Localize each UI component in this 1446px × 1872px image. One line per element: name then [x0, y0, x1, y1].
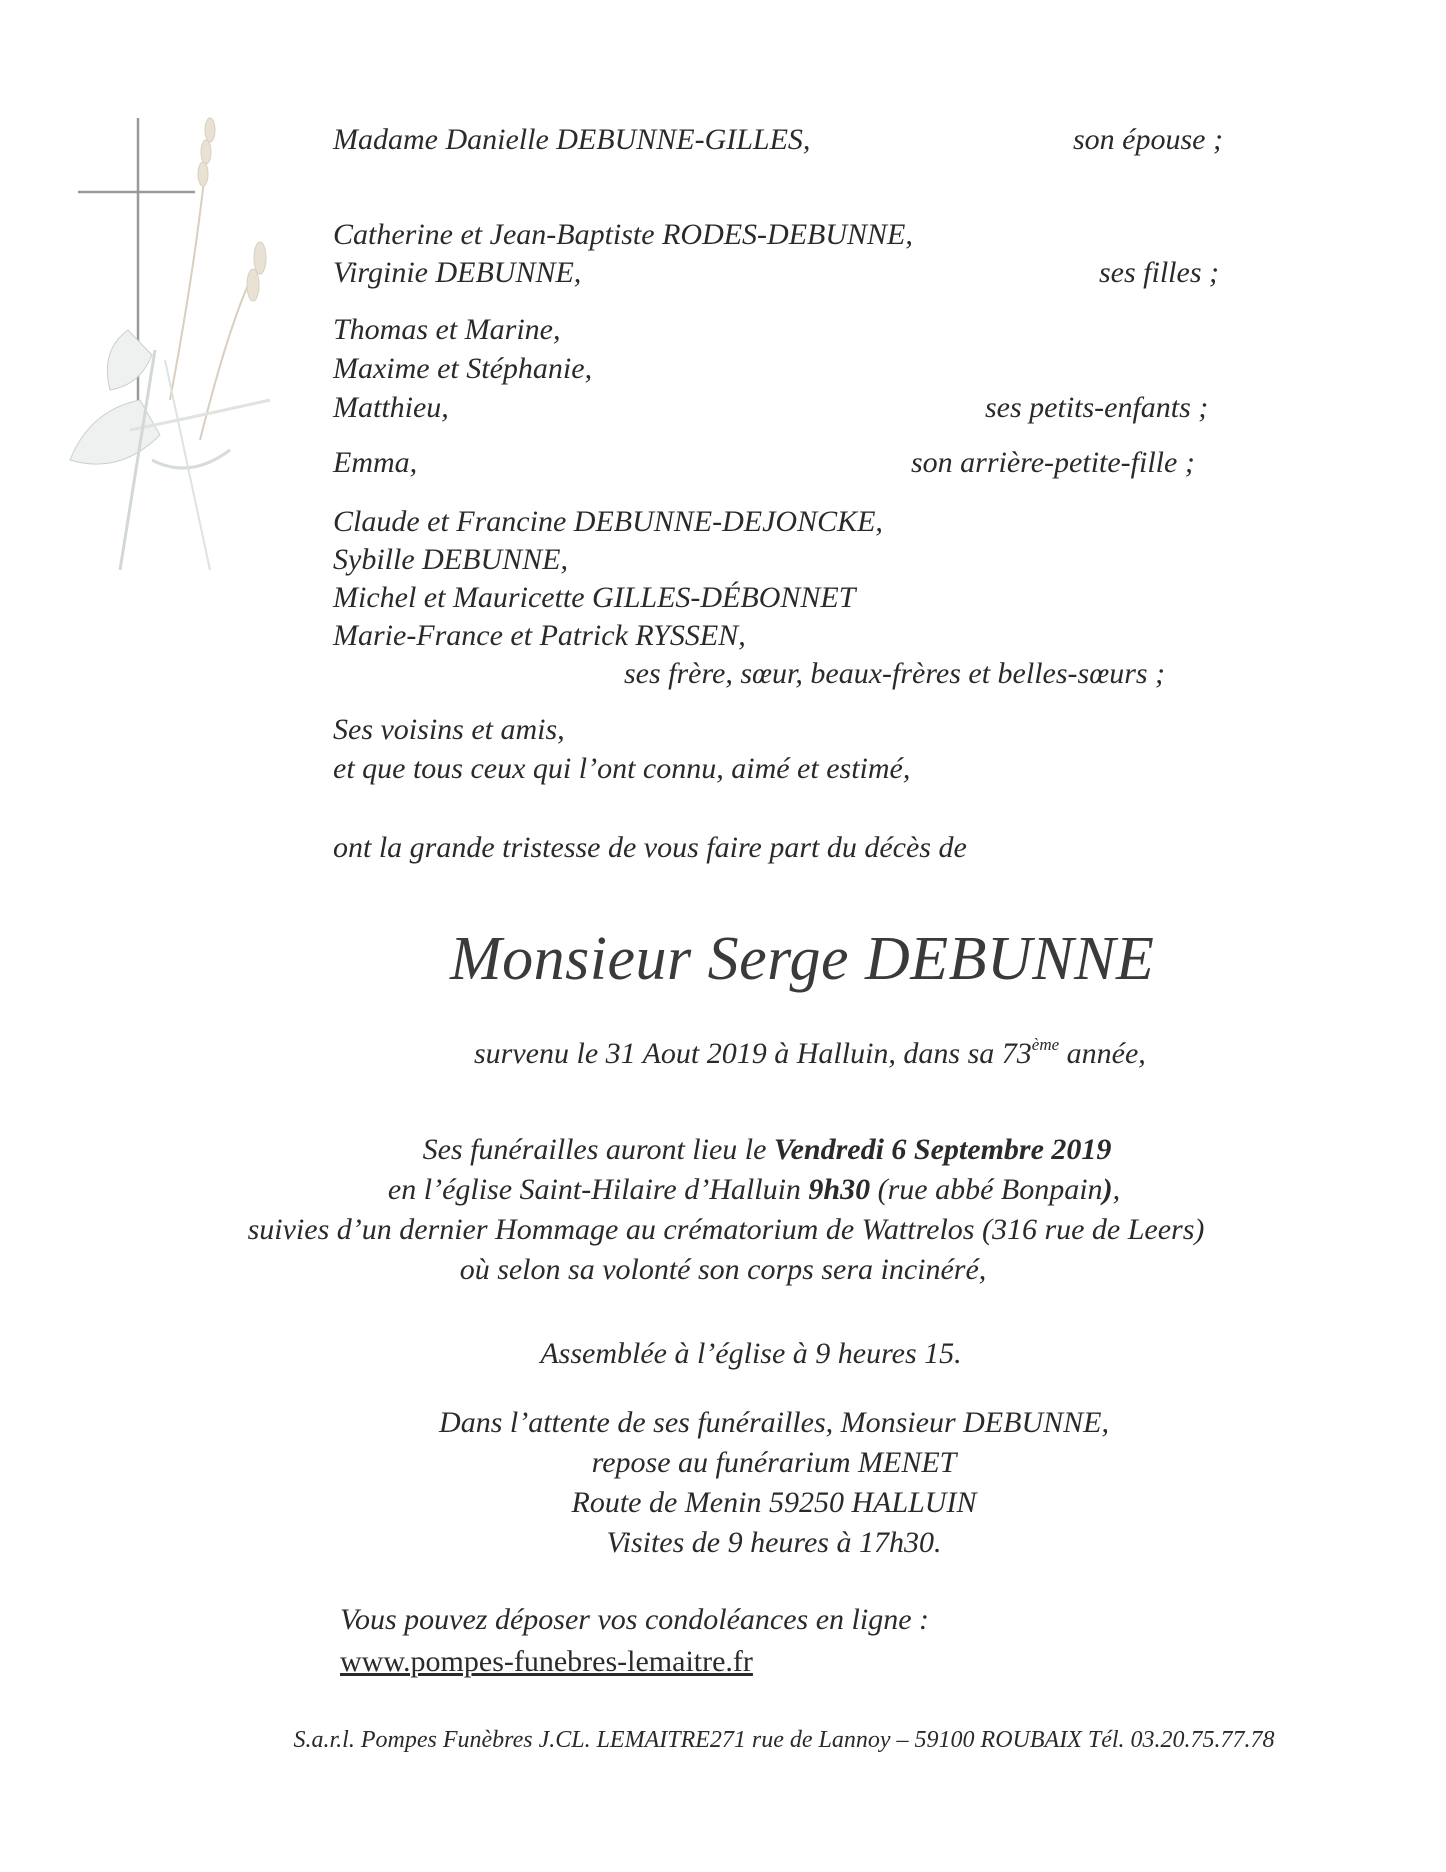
daughter-line: Virginie DEBUNNE, — [333, 256, 582, 289]
grandchild-line: Thomas et Marine, — [333, 313, 561, 346]
spouse-name: Madame Danielle DEBUNNE-GILLES, — [333, 123, 811, 156]
sibling-line: Claude et Francine DEBUNNE-DEJONCKE, — [333, 505, 883, 538]
lily-icon — [70, 330, 270, 570]
daughters-relation: ses filles ; — [1099, 256, 1219, 289]
repose-line: repose au funérarium MENET — [591, 1446, 957, 1479]
sibling-line: Sybille DEBUNNE, — [333, 543, 568, 576]
condolences-link[interactable]: www.pompes-funebres-lemaitre.fr — [340, 1645, 753, 1678]
condolences-text: Vous pouvez déposer vos condoléances en ligne : — [340, 1603, 930, 1636]
grandchild-line: Matthieu, — [333, 391, 449, 424]
grandchildren-relation: ses petits-enfants ; — [985, 391, 1209, 424]
funeral-date-line: Ses funérailles auront lieu le Vendredi 6 Septembre 2019 — [422, 1133, 1112, 1166]
deceased-name: Monsieur Serge DEBUNNE — [450, 925, 1155, 993]
repose-line: Dans l’attente de ses funérailles, Monsieur DEBUNNE, — [439, 1406, 1109, 1439]
wheat-icon — [170, 118, 266, 440]
assembly-time: Assemblée à l’église à 9 heures 15. — [540, 1337, 962, 1370]
grandchild-line: Maxime et Stéphanie, — [333, 352, 593, 385]
repose-line: Visites de 9 heures à 17h30. — [606, 1526, 942, 1559]
funeral-incineration-line: où selon sa volonté son corps sera incinéré, — [459, 1253, 987, 1286]
great-grandchild-name: Emma, — [333, 446, 418, 479]
siblings-relation: ses frère, sœur, beaux-frères et belles-sœurs ; — [624, 657, 1166, 690]
spouse-relation: son épouse ; — [1073, 123, 1223, 156]
funeral-crematorium-line: suivies d’un dernier Hommage au crématorium de Wattrelos (316 rue de Leers) — [247, 1213, 1205, 1246]
announcement: ont la grande tristesse de vous faire part du décès de — [333, 831, 967, 864]
footer-company-info: S.a.r.l. Pompes Funèbres J.CL. LEMAITRE271 rue de Lannoy – 59100 ROUBAIX Tél. 03.20.75.77.78 — [293, 1727, 1275, 1753]
friends-line: Ses voisins et amis, — [333, 713, 565, 746]
great-grandchild-relation: son arrière-petite-fille ; — [911, 446, 1195, 479]
cross-lily-decoration — [60, 100, 310, 580]
sibling-line: Michel et Mauricette GILLES-DÉBONNET — [333, 581, 856, 614]
funeral-church-line: en l’église Saint-Hilaire d’Halluin 9h30 (rue abbé Bonpain), — [387, 1173, 1121, 1206]
death-info: survenu le 31 Aout 2019 à Halluin, dans sa 73ème année, — [474, 1035, 1146, 1070]
friends-line: et que tous ceux qui l’ont connu, aimé et estimé, — [333, 752, 911, 785]
sibling-line: Marie-France et Patrick RYSSEN, — [333, 619, 746, 652]
repose-line: Route de Menin 59250 HALLUIN — [571, 1486, 977, 1519]
daughter-line: Catherine et Jean-Baptiste RODES-DEBUNNE, — [333, 218, 913, 251]
